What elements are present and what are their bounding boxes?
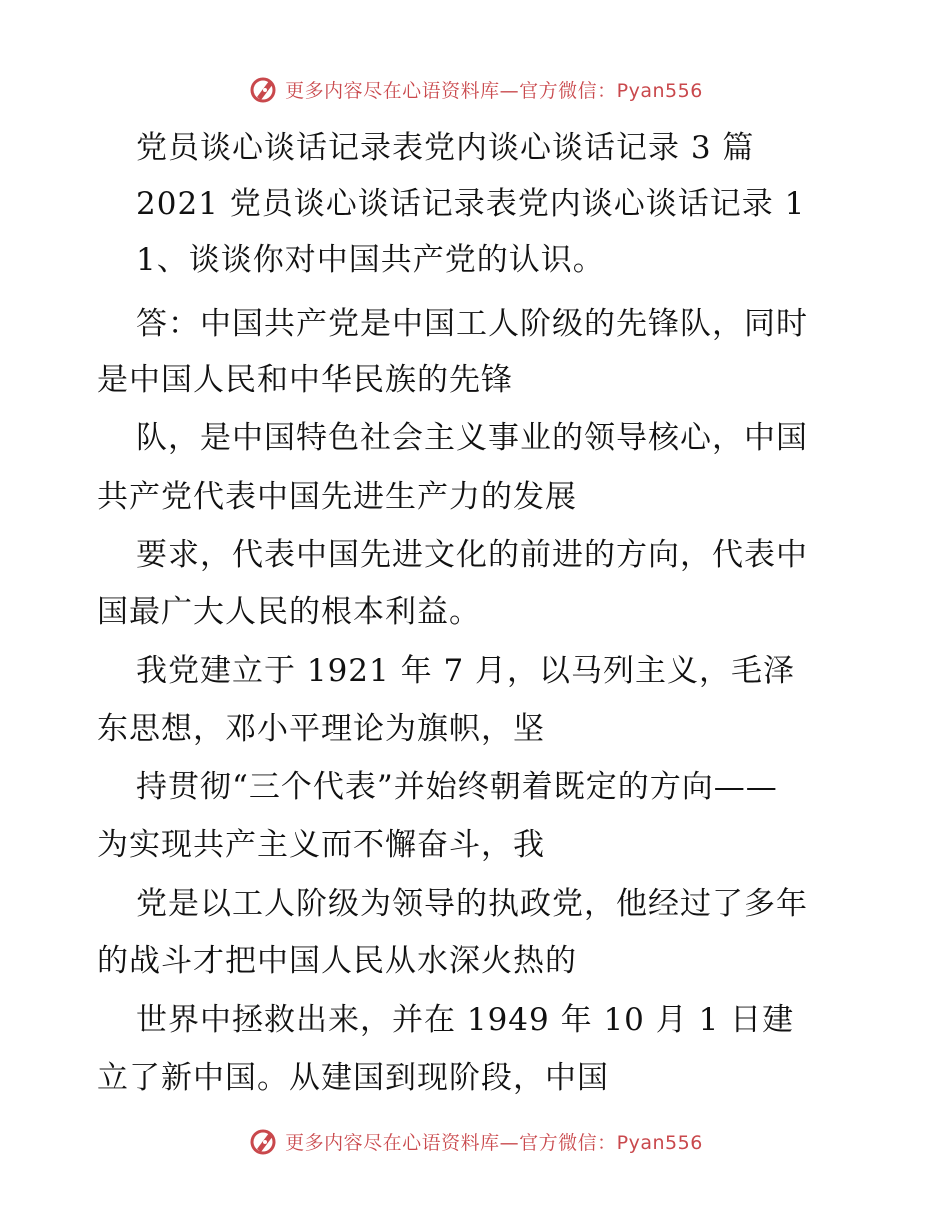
paragraph-line: 我党建立于 1921 年 7 月，以马列主义，毛泽 [136,653,796,689]
paragraph-line: 要求，代表中国先进文化的前进的方向，代表中 [136,537,808,573]
paragraph-line: 队，是中国特色社会主义事业的领导核心，中国 [136,420,808,456]
paragraph-line: 东思想，邓小平理论为旗帜，坚 [97,711,545,747]
paragraph-line: 为实现共产主义而不懈奋斗，我 [97,827,545,863]
paragraph-line: 立了新中国。从建国到现阶段，中国 [97,1060,609,1096]
header-banner-text: 更多内容尽在心语资料库—官方微信：Pyan556 [285,79,703,102]
document-title: 党员谈心谈话记录表党内谈心谈话记录 3 篇 [136,130,755,166]
paragraph-line: 党是以工人阶级为领导的执政党，他经过了多年 [136,886,808,922]
paragraph-line: 世界中拯救出来，并在 1949 年 10 月 1 日建 [136,1002,795,1038]
paragraph-line: 答：中国共产党是中国工人阶级的先锋队，同时 [136,306,808,342]
paragraph-line: 持贯彻“三个代表”并始终朝着既定的方向—— [136,769,778,805]
footer-banner [0,1124,950,1158]
paragraph-line: 的战斗才把中国人民从水深火热的 [97,943,577,979]
document-subtitle: 2021 党员谈心谈话记录表党内谈心谈话记录 1 [136,186,806,222]
header-banner [0,72,950,106]
paragraph-line: 是中国人民和中华民族的先锋 [97,362,513,398]
paragraph-line: 国最广大人民的根本利益。 [97,594,481,630]
pen-nib-logo-icon [247,73,279,105]
paragraph-line: 共产党代表中国先进生产力的发展 [97,479,577,515]
pen-nib-logo-icon [247,1125,279,1157]
footer-banner-text: 更多内容尽在心语资料库—官方微信：Pyan556 [285,1131,703,1154]
question-1: 1、谈谈你对中国共产党的认识。 [136,242,605,278]
